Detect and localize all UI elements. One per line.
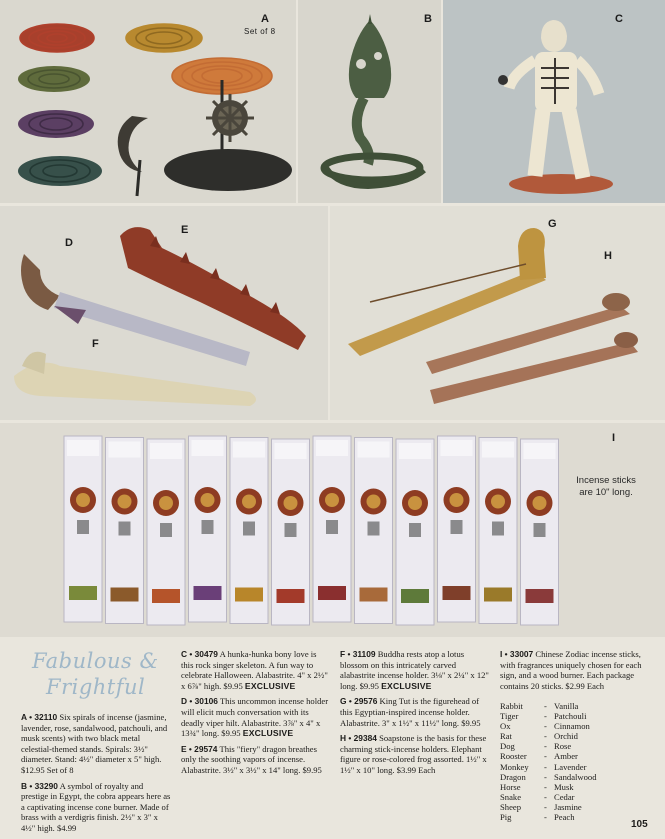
incense-package [147, 439, 185, 625]
incense-package [189, 436, 227, 622]
item-b-code: B • 33290 [21, 780, 58, 791]
zodiac-row [500, 792, 650, 802]
column-4 [500, 649, 652, 696]
item-d-desc [181, 696, 331, 738]
cobra-burner-illustration [298, 0, 441, 203]
item-a-desc [21, 712, 172, 776]
photo-a-incense-spirals [0, 0, 296, 203]
zodiac-sign: Snake [500, 791, 522, 802]
item-d-code: D • 30106 [181, 696, 218, 707]
headline-line-1: Fabulous & [32, 649, 159, 673]
zodiac-dash: - [544, 741, 547, 752]
incense-package [313, 436, 351, 622]
item-f-code: F • 31109 [340, 649, 376, 659]
item-c-code: C • 30479 [181, 649, 218, 659]
zodiac-row [500, 802, 650, 812]
set-of-8-label: Set of 8 [244, 27, 276, 36]
zodiac-row [500, 711, 650, 721]
headline [32, 648, 182, 700]
photo-a-letter: A [261, 13, 269, 25]
photo-g-letter: G [548, 218, 557, 230]
item-e-text: This "fiery" dragon breathes only the soothing vapors of incense. Alabastrite. 3½" x 3½" x 14" long. $9.95 [181, 743, 322, 775]
photo-i-letter: I [612, 432, 616, 444]
photo-b-letter: B [424, 13, 432, 25]
photo-i-zodiac-incense [0, 423, 665, 637]
item-h-text: Soapstone is the basis for these charming stick-incense holders. Elephant figure or rose-colored frog assorted. 1½" x 1½" x 10" long. $3.99 Each [340, 733, 487, 775]
item-f-desc [340, 649, 490, 691]
zodiac-dash: - [544, 771, 547, 782]
column-2 [181, 649, 331, 781]
headline-line-2: Frightful [46, 675, 146, 699]
king-tut-soapstone-holders-illustration [330, 206, 665, 420]
zodiac-scent: Amber [554, 751, 578, 762]
photo-c-letter: C [615, 13, 623, 25]
item-f-text: Buddha rests atop a lotus blossom on this intricately carved alabastrite incense holder. 3⅛" x 2¼" x 12" long. $9.95 [340, 649, 489, 691]
zodiac-sign: Rat [500, 731, 512, 742]
zodiac-scent: Peach [554, 812, 575, 823]
zodiac-dash: - [544, 801, 547, 812]
zodiac-sign: Sheep [500, 801, 522, 812]
incense-package [438, 436, 476, 622]
zodiac-scent-table [500, 701, 650, 822]
photo-c-skeleton-singer [443, 0, 665, 203]
incense-package [355, 438, 393, 624]
item-a-text: Six spirals of incense (jasmine, lavender, rose, sandalwood, patchouli, and musk scents) with two black metal celestial-themed stands. Spirals: 3½" diameter. Stand: 4½" diameter x 5" high. $12.95 Set of 8 [21, 712, 168, 775]
zodiac-scent: Sandalwood [554, 771, 597, 782]
item-c-exclusive: EXCLUSIVE [244, 680, 296, 691]
incense-package [479, 438, 517, 624]
column-3 [340, 649, 490, 781]
zodiac-sign: Tiger [500, 711, 519, 722]
item-g-desc [340, 696, 490, 728]
photo-def-incense-holders [0, 206, 328, 420]
zodiac-scent: Rose [554, 741, 572, 752]
zodiac-scent: Orchid [554, 731, 578, 742]
incense-package [272, 439, 310, 625]
item-b-text: A symbol of royalty and prestige in Egypt, the cobra appears here as a captivating incense cone burner. Made of brass with a verdigris finish. 2½" x 3" x 4½" high. $4.99 [21, 780, 171, 833]
zodiac-incense-packages [0, 423, 665, 637]
dragon-viper-buddha-holders-illustration [0, 206, 328, 420]
photo-gh-stick-holders [330, 206, 665, 420]
column-1 [21, 712, 172, 839]
zodiac-dash: - [544, 711, 547, 722]
zodiac-row [500, 772, 650, 782]
zodiac-row [500, 741, 650, 751]
zodiac-dash: - [544, 731, 547, 742]
item-h-code: H • 29384 [340, 733, 377, 744]
zodiac-dash: - [544, 812, 547, 823]
photo-f-letter: F [92, 338, 99, 350]
zodiac-sign: Horse [500, 781, 521, 792]
zodiac-row [500, 812, 650, 822]
zodiac-scent: Jasmine [554, 801, 582, 812]
zodiac-dash: - [544, 781, 547, 792]
item-e-code: E • 29574 [181, 743, 218, 754]
item-h-desc [340, 733, 490, 775]
zodiac-sign: Rabbit [500, 701, 523, 711]
zodiac-row [500, 731, 650, 741]
item-i-desc [500, 649, 652, 691]
zodiac-row [500, 721, 650, 731]
photo-e-letter: E [181, 224, 189, 236]
zodiac-scent: Lavender [554, 761, 587, 772]
zodiac-row [500, 701, 650, 711]
incense-package [230, 438, 268, 624]
zodiac-dash: - [544, 751, 547, 762]
zodiac-sign: Monkey [500, 761, 529, 772]
zodiac-row [500, 782, 650, 792]
item-e-desc [181, 744, 331, 776]
zodiac-sign: Dragon [500, 771, 526, 782]
zodiac-scent: Musk [554, 781, 574, 792]
zodiac-scent: Vanilla [554, 701, 579, 711]
incense-length-note: Incense sticks are 10" long. [576, 475, 636, 498]
incense-package [106, 438, 144, 624]
zodiac-dash: - [544, 761, 547, 772]
zodiac-sign: Dog [500, 741, 515, 752]
zodiac-scent: Patchouli [554, 711, 587, 722]
zodiac-sign: Ox [500, 721, 511, 732]
zodiac-row [500, 762, 650, 772]
page-number: 105 [631, 819, 648, 830]
item-b-desc [21, 781, 172, 834]
item-i-text: Chinese Zodiac incense sticks, with fragrances uniquely chosen for each sign, and a wood burner. Each package contains 20 sticks. $2.99 Each [500, 649, 642, 691]
photo-h-letter: H [604, 250, 612, 262]
item-d-text: This uncommon incense holder will elicit much conversation with its deadly viper hilt. Alabastrite. 3⅞" x 4" x 13¾" long. $9.95 [181, 696, 329, 739]
incense-package [396, 439, 434, 625]
item-c-text: A hunka-hunka bony love is this rock singer skeleton. A fun way to celebrate Halloween. Alabastrite. 4" x 2½" x 6⅞" high. $9.95 [181, 649, 328, 691]
photo-b-cobra-burner [298, 0, 441, 203]
zodiac-scent: Cinnamon [554, 721, 590, 732]
incense-package [521, 439, 559, 625]
zodiac-row [500, 751, 650, 761]
zodiac-sign: Pig [500, 812, 512, 823]
photo-d-letter: D [65, 237, 73, 249]
item-g-code: G • 29576 [340, 696, 378, 707]
skeleton-singer-illustration [443, 0, 665, 203]
item-d-exclusive: EXCLUSIVE [242, 728, 294, 739]
item-a-code: A • 32110 [21, 712, 58, 722]
item-g-text: King Tut is the figurehead of this Egyptian-inspired incense holder. Alabastrite. 3" x 1½" x 11½" long. $9.95 [340, 696, 481, 728]
zodiac-sign: Rooster [500, 751, 527, 762]
item-c-desc [181, 649, 331, 691]
item-f-exclusive: EXCLUSIVE [381, 680, 432, 691]
item-i-code: I • 33007 [500, 649, 534, 659]
zodiac-dash: - [544, 701, 547, 711]
zodiac-dash: - [544, 791, 547, 802]
zodiac-dash: - [544, 721, 547, 732]
incense-package [64, 436, 102, 622]
zodiac-scent: Cedar [554, 791, 575, 802]
